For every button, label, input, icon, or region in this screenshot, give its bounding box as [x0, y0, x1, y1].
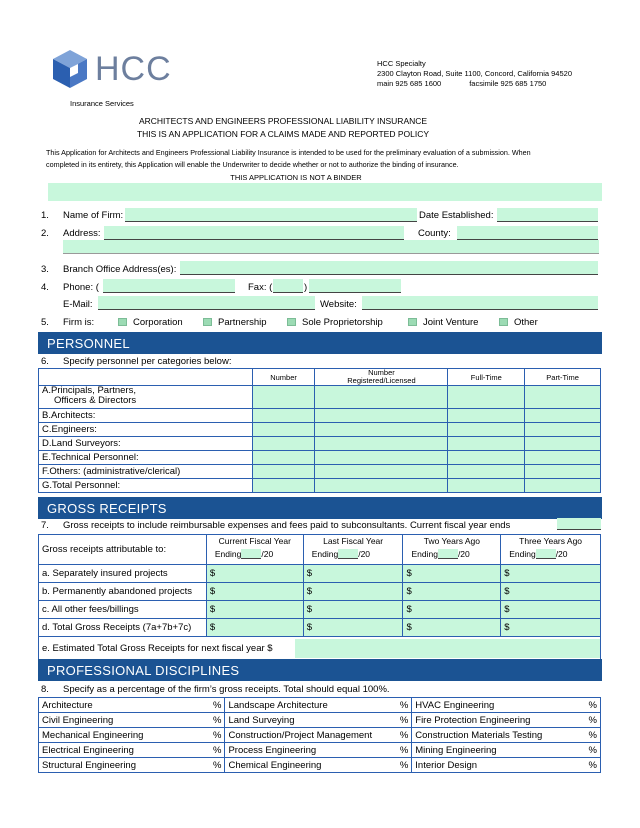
receipts-row-label: a. Separately insured projects — [39, 565, 207, 583]
form-subtitle: THIS IS AN APPLICATION FOR A CLAIMS MADE AND REPORTED POLICY — [136, 129, 430, 139]
personnel-row-label: F.Others: (administrative/clerical) — [39, 465, 253, 479]
ending-input[interactable] — [438, 549, 458, 559]
discipline-percent[interactable]: % — [583, 698, 600, 713]
q7-number: 7. — [41, 520, 49, 531]
address-name: HCC Specialty — [377, 59, 426, 68]
personnel-row-label: C.Engineers: — [39, 423, 253, 437]
receipts-cell[interactable]: $ — [403, 565, 501, 583]
personnel-cell[interactable] — [315, 451, 448, 465]
gross-receipts-heading: GROSS RECEIPTS — [38, 497, 602, 519]
date-established-label: Date Established: — [419, 210, 494, 221]
discipline-percent[interactable]: % — [397, 713, 412, 728]
disciplines-heading: PROFESSIONAL DISCIPLINES — [38, 659, 602, 681]
checkbox-icon[interactable] — [408, 318, 417, 326]
branch-office-input[interactable] — [180, 261, 598, 275]
cube-logo-icon — [50, 48, 90, 90]
personnel-row-label: A.Principals, Partners, Officers & Directors — [39, 386, 253, 409]
personnel-cell[interactable] — [448, 465, 525, 479]
personnel-cell[interactable] — [252, 409, 315, 423]
discipline-label: Mechanical Engineering — [39, 728, 210, 743]
q6-number: 6. — [41, 356, 49, 367]
personnel-cell[interactable] — [525, 479, 601, 493]
receipts-row-label: b. Permanently abandoned projects — [39, 583, 207, 601]
phone-number-input[interactable] — [137, 279, 235, 293]
address-block — [377, 59, 572, 89]
ending-input[interactable] — [241, 549, 261, 559]
hcc-logo — [50, 48, 180, 90]
address-label: Address: — [63, 228, 101, 239]
col-part-time: Part-Time — [525, 369, 601, 386]
fax-number-input[interactable] — [309, 279, 401, 293]
q3-number: 3. — [41, 264, 49, 275]
fax-line: facsimile 925 685 1750 — [469, 79, 547, 88]
company-name: HCC — [95, 50, 172, 88]
firm-type-partnership[interactable] — [203, 317, 267, 328]
firm-type-sole-proprietorship[interactable] — [287, 317, 383, 328]
discipline-percent[interactable]: % — [210, 743, 225, 758]
receipts-cell[interactable]: $ — [206, 565, 303, 583]
gross-receipts-table — [38, 534, 601, 661]
discipline-label: Construction/Project Management — [225, 728, 397, 743]
discipline-label: Land Surveying — [225, 713, 397, 728]
personnel-cell[interactable] — [448, 423, 525, 437]
receipts-cell[interactable]: $ — [303, 565, 403, 583]
col-number: Number — [252, 369, 315, 386]
q8-text: Specify as a percentage of the firm’s gross receipts. Total should equal 100%. — [63, 684, 390, 695]
personnel-cell[interactable] — [252, 437, 315, 451]
date-established-input[interactable] — [497, 208, 598, 222]
year-header: Last Fiscal Year Ending /20 — [303, 535, 403, 565]
address-input[interactable] — [104, 226, 404, 240]
q4-number: 4. — [41, 282, 49, 293]
discipline-label: Interior Design — [412, 758, 584, 773]
personnel-cell[interactable] — [315, 409, 448, 423]
option-label: Other — [514, 317, 538, 328]
phone-line: main 925 685 1600 — [377, 79, 442, 88]
discipline-percent[interactable]: % — [583, 713, 600, 728]
personnel-cell[interactable] — [448, 409, 525, 423]
q1-number: 1. — [41, 210, 49, 221]
division-label: Insurance Services — [70, 99, 134, 108]
checkbox-icon[interactable] — [118, 318, 127, 326]
discipline-percent[interactable]: % — [583, 728, 600, 743]
personnel-cell[interactable] — [315, 437, 448, 451]
discipline-label: Chemical Engineering — [225, 758, 397, 773]
discipline-percent[interactable]: % — [397, 728, 412, 743]
intro-line-1: This Application for Architects and Engineers Professional Liability Insurance is intended to be used for the preliminary evaluation of a submission. When — [46, 148, 531, 157]
q8-number: 8. — [41, 684, 49, 695]
discipline-label: Structural Engineering — [39, 758, 210, 773]
email-label: E-Mail: — [63, 299, 93, 310]
receipts-cell[interactable]: $ — [403, 583, 501, 601]
personnel-cell[interactable] — [525, 451, 601, 465]
personnel-cell[interactable] — [448, 451, 525, 465]
personnel-corner — [39, 369, 253, 386]
checkbox-icon[interactable] — [287, 318, 296, 326]
firm-type-joint-venture[interactable] — [408, 317, 478, 328]
discipline-percent[interactable]: % — [397, 698, 412, 713]
address-line: 2300 Clayton Road, Suite 1100, Concord, California 94520 — [377, 69, 572, 78]
discipline-percent[interactable]: % — [210, 698, 225, 713]
address-line-2-input[interactable] — [63, 240, 599, 254]
receipts-row-label: d. Total Gross Receipts (7a+7b+7c) — [39, 619, 207, 637]
col-full-time: Full-Time — [448, 369, 525, 386]
discipline-label: Landscape Architecture — [225, 698, 397, 713]
personnel-row-label: E.Technical Personnel: — [39, 451, 253, 465]
q5-number: 5. — [41, 317, 49, 328]
receipts-cell[interactable]: $ — [303, 619, 403, 637]
personnel-cell[interactable] — [252, 479, 315, 493]
discipline-label: Architecture — [39, 698, 210, 713]
personnel-cell[interactable] — [315, 386, 448, 409]
personnel-cell[interactable] — [448, 386, 525, 409]
personnel-cell[interactable] — [525, 386, 601, 409]
discipline-label: Civil Engineering — [39, 713, 210, 728]
firm-type-corporation[interactable] — [118, 317, 183, 328]
option-label: Sole Proprietorship — [302, 317, 383, 328]
personnel-cell[interactable] — [315, 423, 448, 437]
personnel-cell[interactable] — [252, 386, 315, 409]
receipts-cell[interactable]: $ — [206, 619, 303, 637]
ending-input[interactable] — [338, 549, 358, 559]
personnel-cell[interactable] — [252, 423, 315, 437]
form-title: ARCHITECTS AND ENGINEERS PROFESSIONAL LIABILITY INSURANCE — [138, 116, 428, 126]
personnel-cell[interactable] — [252, 465, 315, 479]
personnel-cell[interactable] — [252, 451, 315, 465]
county-label: County: — [418, 228, 451, 239]
year-header: Two Years Ago Ending /20 — [403, 535, 501, 565]
estimate-row — [39, 637, 601, 661]
ending-input[interactable] — [536, 549, 556, 559]
personnel-cell[interactable] — [315, 465, 448, 479]
discipline-label: Fire Protection Engineering — [412, 713, 584, 728]
personnel-cell[interactable] — [525, 437, 601, 451]
discipline-percent[interactable]: % — [583, 758, 600, 773]
disciplines-table — [38, 697, 601, 773]
firm-is-label: Firm is: — [63, 317, 95, 328]
fax-close-paren: ) — [304, 282, 308, 293]
estimate-input[interactable] — [295, 639, 600, 658]
intro-line-2: completed in its entirety, this Application will enable the Underwriter to decide whether or not to authorize the binding of insurance. — [46, 160, 459, 169]
email-input[interactable] — [98, 296, 315, 310]
header-blank-field[interactable] — [48, 183, 602, 201]
attributable-label: Gross receipts attributable to: — [39, 535, 207, 565]
discipline-label: Process Engineering — [225, 743, 397, 758]
discipline-percent[interactable]: % — [397, 758, 412, 773]
name-of-firm-input[interactable] — [125, 208, 417, 222]
phone-label: Phone: ( — [63, 282, 99, 293]
receipts-row-label: c. All other fees/billings — [39, 601, 207, 619]
estimate-label: e. Estimated Total Gross Receipts for next fiscal year $ — [42, 643, 273, 654]
q2-number: 2. — [41, 228, 49, 239]
checkbox-icon[interactable] — [203, 318, 212, 326]
personnel-heading: PERSONNEL — [38, 332, 602, 354]
website-label: Website: — [320, 299, 357, 310]
option-label: Partnership — [218, 317, 267, 328]
discipline-percent[interactable]: % — [210, 728, 225, 743]
option-label: Corporation — [133, 317, 183, 328]
receipts-cell[interactable]: $ — [501, 565, 601, 583]
fiscal-year-end-input[interactable] — [557, 518, 601, 530]
not-binder-note: THIS APPLICATION IS NOT A BINDER — [230, 173, 362, 182]
receipts-cell[interactable]: $ — [403, 619, 501, 637]
checkbox-icon[interactable] — [499, 318, 508, 326]
receipts-cell[interactable]: $ — [403, 601, 501, 619]
receipts-cell[interactable]: $ — [303, 601, 403, 619]
personnel-cell[interactable] — [525, 465, 601, 479]
year-header: Current Fiscal Year Ending /20 — [206, 535, 303, 565]
personnel-cell[interactable] — [315, 479, 448, 493]
firm-type-other[interactable] — [499, 317, 538, 328]
branch-office-label: Branch Office Address(es): — [63, 264, 177, 275]
receipts-cell[interactable]: $ — [501, 619, 601, 637]
discipline-percent[interactable]: % — [583, 743, 600, 758]
discipline-label: Construction Materials Testing — [412, 728, 584, 743]
personnel-cell[interactable] — [448, 479, 525, 493]
personnel-row-label: B.Architects: — [39, 409, 253, 423]
discipline-percent[interactable]: % — [210, 713, 225, 728]
discipline-label: HVAC Engineering — [412, 698, 584, 713]
personnel-row-label: G.Total Personnel: — [39, 479, 253, 493]
discipline-label: Mining Engineering — [412, 743, 584, 758]
receipts-cell[interactable]: $ — [206, 583, 303, 601]
county-input[interactable] — [457, 226, 598, 240]
fax-label: Fax: ( — [248, 282, 273, 293]
receipts-cell[interactable]: $ — [303, 583, 403, 601]
receipts-cell[interactable]: $ — [501, 583, 601, 601]
personnel-row-label: D.Land Surveyors: — [39, 437, 253, 451]
col-registered: Number Registered/Licensed — [315, 369, 448, 386]
website-input[interactable] — [362, 296, 598, 310]
discipline-percent[interactable]: % — [397, 743, 412, 758]
fax-area-input[interactable] — [273, 279, 303, 293]
personnel-cell[interactable] — [525, 409, 601, 423]
receipts-cell[interactable]: $ — [206, 601, 303, 619]
q7-text: Gross receipts to include reimbursable expenses and fees paid to subconsultants. Current fiscal year ends — [63, 520, 511, 531]
option-label: Joint Venture — [423, 317, 479, 328]
discipline-percent[interactable]: % — [210, 758, 225, 773]
personnel-cell[interactable] — [448, 437, 525, 451]
personnel-table — [38, 368, 601, 493]
personnel-cell[interactable] — [525, 423, 601, 437]
year-header: Three Years Ago Ending /20 — [501, 535, 601, 565]
name-of-firm-label: Name of Firm: — [63, 210, 124, 221]
q6-text: Specify personnel per categories below: — [63, 356, 232, 367]
receipts-cell[interactable]: $ — [501, 601, 601, 619]
discipline-label: Electrical Engineering — [39, 743, 210, 758]
